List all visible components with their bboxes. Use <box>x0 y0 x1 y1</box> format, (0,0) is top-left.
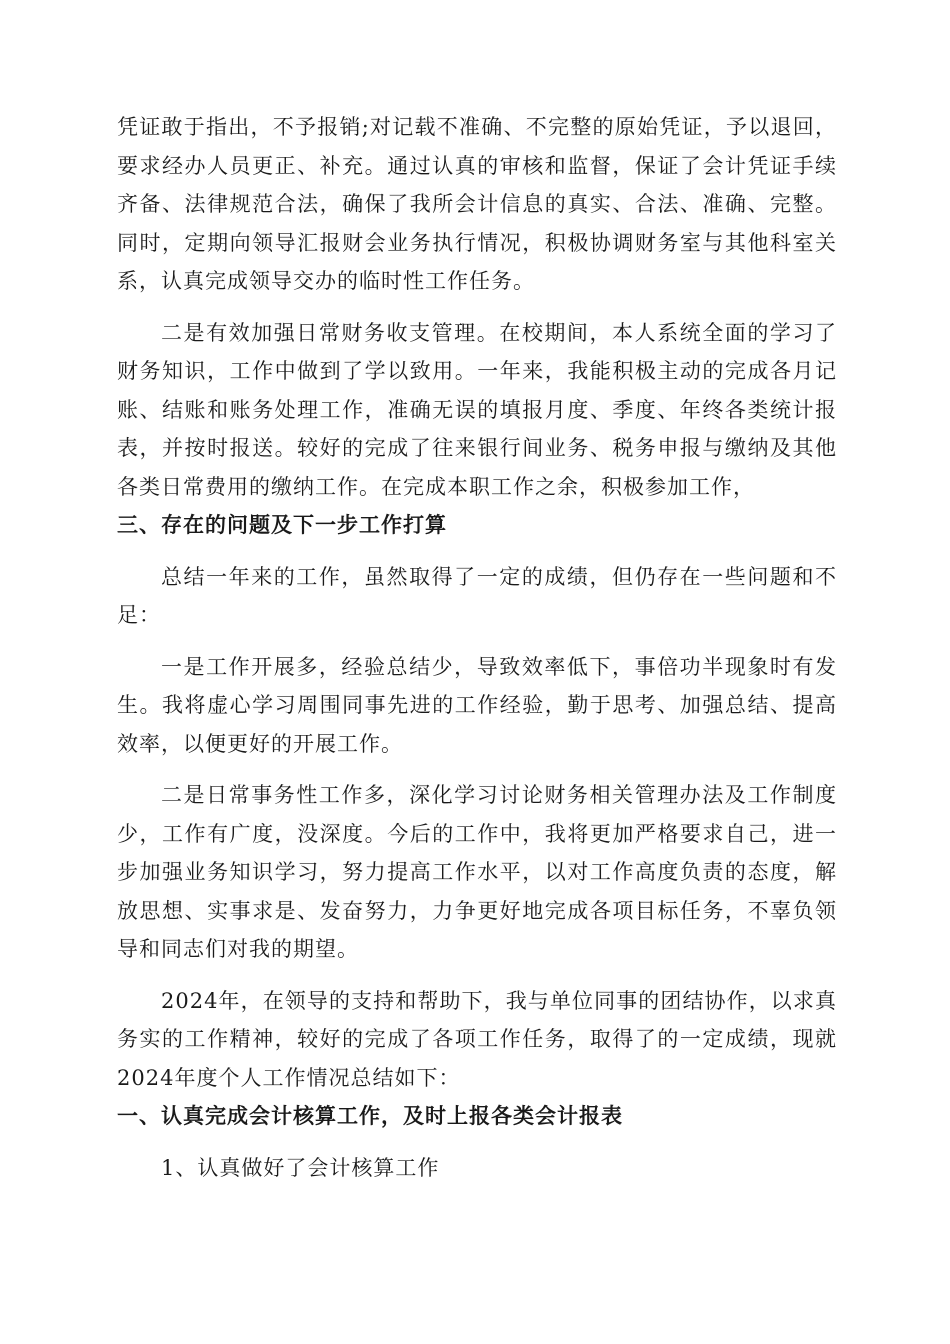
paragraph-summary-intro: 总结一年来的工作，虽然取得了一定的成绩，但仍存在一些问题和不足： <box>117 564 837 627</box>
section-heading-accounting: 一、认真完成会计核算工作，及时上报各类会计报表 <box>117 1104 623 1128</box>
paragraph-problem-two: 二是日常事务性工作多，深化学习讨论财务相关管理办法及工作制度少，工作有广度，没深度。今后的工作中，我将更加严格要求自己，进一步加强业务知识学习，努力提高工作水平，以对工作高度负责的态度，解放思想、实事求是、发奋努力，力争更好地完成各项目标任务，不辜负领导和同志们对我的期望。 <box>117 783 837 961</box>
subheading-accounting-work: 1、认真做好了会计核算工作 <box>161 1155 440 1180</box>
paragraph-year-intro: 2024年，在领导的支持和帮助下，我与单位同事的团结协作，以求真务实的工作精神，较好的完成了各项工作任务，取得了的一定成绩，现就2024年度个人工作情况总结如下： <box>117 988 837 1090</box>
paragraph-finance-management: 二是有效加强日常财务收支管理。在校期间，本人系统全面的学习了财务知识，工作中做到了学以致用。一年来，我能积极主动的完成各月记账、结账和账务处理工作，准确无误的填报月度、季度、年终各类统计报表，并按时报送。较好的完成了往来银行间业务、税务申报与缴纳及其他各类日常费用的缴纳工作。在完成本职工作之余，积极参加工作， <box>117 320 837 499</box>
section-heading-problems: 三、存在的问题及下一步工作打算 <box>117 513 447 537</box>
document-body <box>117 108 837 1187</box>
paragraph-voucher-review: 凭证敢于指出，不予报销;对记载不准确、不完整的原始凭证，予以退回，要求经办人员更正、补充。通过认真的审核和监督，保证了会计凭证手续齐备、法律规范合法，确保了我所会计信息的真实、合法、准确、完整。同时，定期向领导汇报财会业务执行情况，积极协调财务室与其他科室关系，认真完成领导交办的临时性工作任务。 <box>117 115 837 293</box>
paragraph-problem-one: 一是工作开展多，经验总结少，导致效率低下，事倍功半现象时有发生。我将虚心学习周围同事先进的工作经验，勤于思考、加强总结、提高效率，以便更好的开展工作。 <box>117 654 837 756</box>
